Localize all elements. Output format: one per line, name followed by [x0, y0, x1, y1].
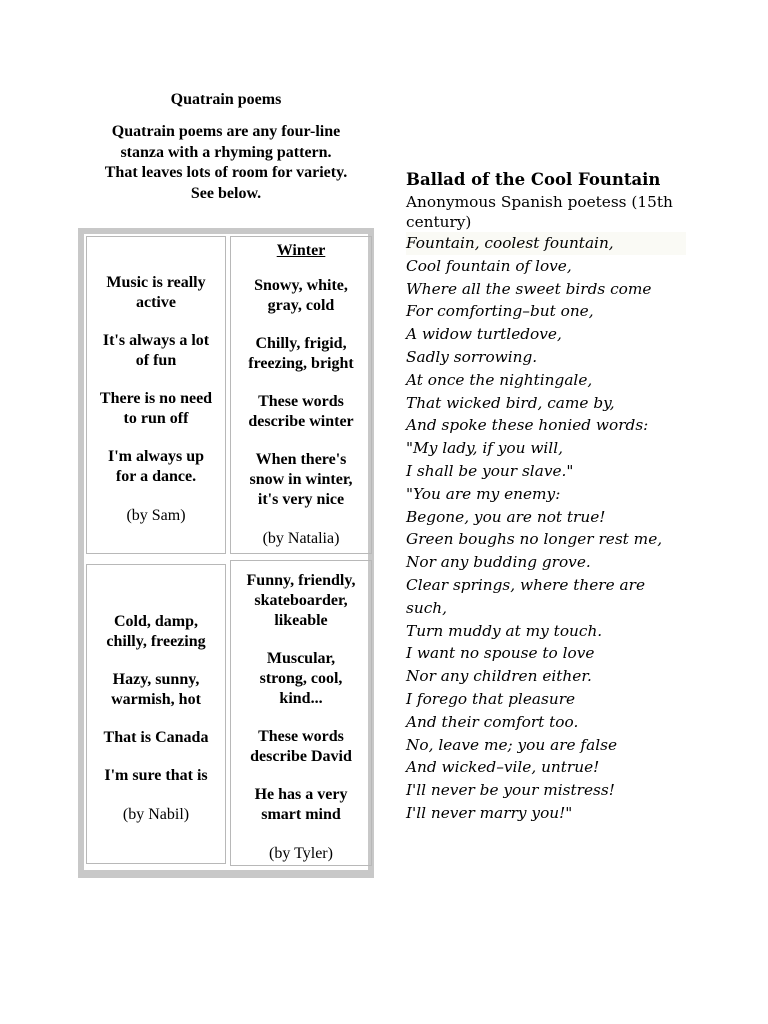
stanza [250, 727, 352, 767]
poem-line: Hazy, sunny, [112, 671, 200, 688]
ballad-line: For comforting–but one, [406, 302, 594, 321]
ballad-subtitle: Anonymous Spanish poetess (15th century) [406, 193, 673, 231]
poem-line: There is no need [99, 390, 213, 407]
poem-line: likeable [274, 612, 328, 629]
ballad-line: I forego that pleasure [406, 689, 576, 708]
poem-line: strong, cool, [259, 670, 343, 687]
ballad-section [406, 168, 686, 825]
poem-line: active [136, 294, 176, 311]
stanza [248, 392, 353, 432]
ballad-line: Nor any budding grove. [406, 553, 591, 572]
ballad-line: And their comfort too. [406, 712, 579, 731]
ballad-line: Begone, you are not true! [406, 507, 606, 526]
stanza [260, 649, 343, 709]
ballad-line: "You are my enemy: [406, 484, 561, 503]
poem-line: These words [258, 728, 344, 745]
poem-line: Cold, damp, [113, 613, 199, 630]
poem-line: Muscular, [266, 650, 336, 667]
stanza [254, 276, 348, 316]
poem-author: (by Tyler) [269, 845, 333, 862]
poem-line: warmish, hot [111, 691, 201, 708]
poem-line: These words [258, 393, 344, 410]
poem-line: describe winter [248, 413, 354, 430]
ballad-line: No, leave me; you are false [406, 735, 618, 754]
poem-line: describe David [250, 748, 352, 765]
ballad-line: Green boughs no longer rest me, [406, 530, 663, 549]
ballad-line: I'll never marry you!" [406, 803, 573, 822]
stanza [100, 389, 212, 429]
stanza [103, 331, 209, 371]
stanza [248, 334, 353, 374]
poem-author: (by Natalia) [262, 530, 340, 547]
stanza [247, 571, 356, 631]
poem-line: Snowy, white, [254, 277, 348, 294]
ballad-line: I shall be your slave." [406, 461, 574, 480]
ballad-line: A widow turtledove, [406, 325, 562, 344]
poem-author: (by Nabil) [122, 806, 190, 823]
poem-line: smart mind [261, 806, 341, 823]
poem-cell-sam [86, 236, 226, 554]
left-column [78, 90, 374, 220]
ballad-line: At once the nightingale, [406, 370, 593, 389]
poem-line: snow in winter, [249, 471, 353, 488]
ballad-line: And spoke these honied words: [406, 416, 649, 435]
poem-line: I'm always up [107, 448, 205, 465]
poem-line: Funny, friendly, [246, 572, 356, 589]
poem-line: kind... [279, 690, 323, 707]
ballad-lines [406, 232, 686, 825]
ballad-line: Nor any children either. [406, 667, 592, 686]
poem-line: Chilly, frigid, [255, 335, 347, 352]
poem-line: gray, cold [267, 297, 335, 314]
ballad-line: Where all the sweet birds come [406, 279, 652, 298]
stanza [108, 447, 204, 487]
ballad-line: Fountain, coolest fountain, [406, 232, 686, 255]
poem-author: (by Sam) [126, 507, 186, 524]
poem-line: for a dance. [115, 468, 197, 485]
poem-heading: Winter [276, 242, 326, 259]
ballad-line: And wicked–vile, untrue! [406, 758, 600, 777]
poem-table-inner [84, 234, 368, 870]
stanza [106, 612, 205, 652]
poem-cell-natalia [230, 236, 372, 554]
ballad-line: Clear springs, where there are such, [406, 575, 645, 617]
stanza [104, 766, 207, 786]
stanza [104, 728, 209, 748]
intro-line: stanza with a rhyming pattern. [120, 143, 332, 161]
poem-line: Music is really [106, 274, 206, 291]
poem-line: freezing, bright [248, 355, 354, 372]
poem-line: He has a very [254, 786, 348, 803]
poem-cell-tyler [230, 560, 372, 866]
poem-line: It's always a lot [102, 332, 210, 349]
ballad-line: I'll never be your mistress! [406, 781, 615, 800]
intro-line: See below. [190, 184, 262, 202]
ballad-line: Turn muddy at my touch. [406, 621, 603, 640]
ballad-line: Sadly sorrowing. [406, 347, 538, 366]
stanza [111, 670, 201, 710]
poem-line: of fun [135, 352, 177, 369]
poem-line: When there's [255, 451, 347, 468]
ballad-line: "My lady, if you will, [406, 439, 563, 458]
ballad-line: Cool fountain of love, [406, 256, 572, 275]
ballad-line: That wicked bird, came by, [406, 393, 615, 412]
poem-line: it's very nice [257, 491, 345, 508]
poem-line: That is Canada [103, 729, 209, 746]
page-title: Quatrain poems [170, 91, 282, 108]
poem-cell-nabil [86, 564, 226, 864]
intro-line: That leaves lots of room for variety. [104, 164, 348, 181]
intro-paragraph [78, 122, 374, 204]
poem-line: to run off [123, 410, 189, 427]
poem-table [78, 228, 374, 878]
poem-line: chilly, freezing [106, 633, 206, 650]
stanza [106, 273, 205, 313]
stanza [255, 785, 348, 825]
stanza [250, 450, 353, 510]
poem-line: skateboarder, [254, 592, 348, 609]
ballad-title: Ballad of the Cool Fountain [406, 170, 661, 189]
ballad-line: I want no spouse to love [406, 644, 595, 663]
poem-line: I'm sure that is [104, 767, 208, 784]
intro-line: Quatrain poems are any four-line [111, 123, 341, 140]
